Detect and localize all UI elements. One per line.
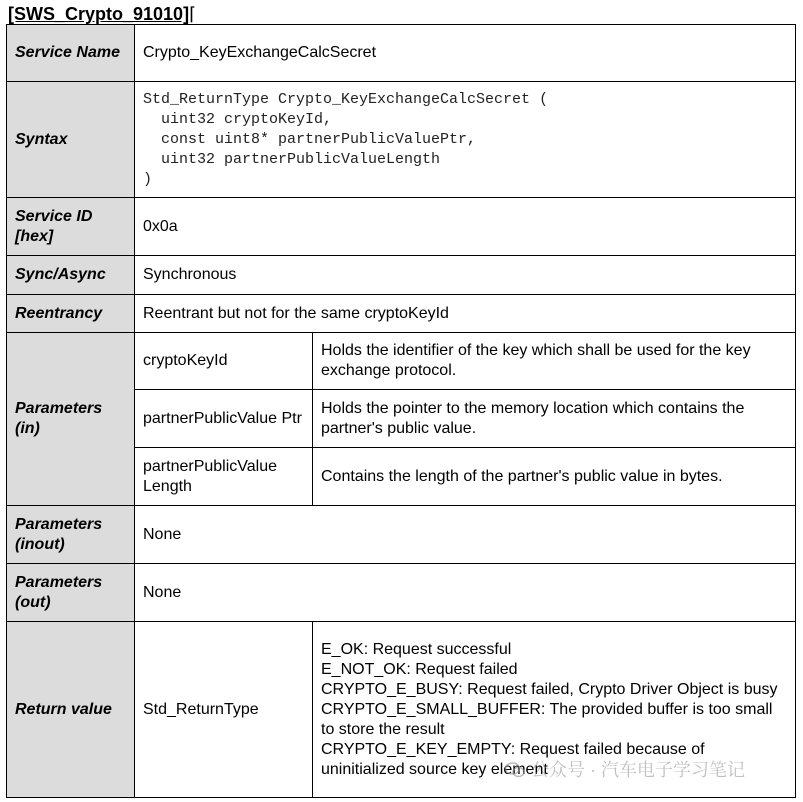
syntax-line: uint32 partnerPublicValueLength: [143, 150, 441, 168]
syntax-line: const uint8* partnerPublicValuePtr,: [143, 130, 477, 148]
param-description: Holds the pointer to the memory location which contains the partner's public value.: [313, 390, 796, 448]
row-service-id: [7, 198, 796, 256]
return-code: E_NOT_OK: Request failed: [321, 660, 518, 678]
value-sync-async: Synchronous: [135, 256, 796, 295]
row-parameters-out: [7, 564, 796, 622]
label-service-name: Service Name: [7, 25, 135, 82]
row-service-name: [7, 25, 796, 82]
label-reentrancy: Reentrancy: [7, 295, 135, 333]
label-syntax: Syntax: [7, 82, 135, 198]
param-description: Holds the identifier of the key which shall be used for the key exchange protocol.: [313, 333, 796, 390]
label-service-id: Service ID [hex]: [7, 198, 135, 256]
api-spec-table: [6, 24, 796, 798]
value-reentrancy: Reentrant but not for the same cryptoKeyId: [135, 295, 796, 333]
value-syntax: [135, 82, 796, 198]
value-parameters-inout: None: [135, 506, 796, 564]
return-code: CRYPTO_E_BUSY: Request failed, Crypto Driver Object is busy: [321, 680, 778, 698]
value-service-name: Crypto_KeyExchangeCalcSecret: [135, 25, 796, 82]
syntax-line: uint32 cryptoKeyId,: [143, 110, 333, 128]
return-type: Std_ReturnType: [135, 622, 313, 798]
return-code: CRYPTO_E_KEY_EMPTY: Request failed because of uninitialized source key element: [321, 740, 705, 778]
label-sync-async: Sync/Async: [7, 256, 135, 295]
row-sync-async: [7, 256, 796, 295]
label-parameters-inout: Parameters (inout): [7, 506, 135, 564]
return-codes: [313, 622, 796, 798]
label-parameters-in: Parameters (in): [7, 333, 135, 506]
value-service-id: 0x0a: [135, 198, 796, 256]
param-name: partnerPublicValue Length: [135, 448, 313, 506]
param-name: cryptoKeyId: [135, 333, 313, 390]
syntax-line: ): [143, 170, 153, 188]
label-return-value: Return value: [7, 622, 135, 798]
row-syntax: [7, 82, 796, 198]
requirement-id-text: [SWS_Crypto_91010]: [8, 4, 190, 24]
open-bracket: ⌈: [189, 4, 197, 24]
row-return-value: [7, 622, 796, 798]
requirement-id: [8, 2, 196, 26]
row-parameters-inout: [7, 506, 796, 564]
param-name: partnerPublicValue Ptr: [135, 390, 313, 448]
param-description: Contains the length of the partner's public value in bytes.: [313, 448, 796, 506]
row-param-in-1: [7, 333, 796, 390]
syntax-line: Std_ReturnType Crypto_KeyExchangeCalcSecret (: [143, 90, 549, 108]
return-code: CRYPTO_E_SMALL_BUFFER: The provided buffer is too small to store the result: [321, 700, 773, 738]
label-parameters-out: Parameters (out): [7, 564, 135, 622]
row-reentrancy: [7, 295, 796, 333]
return-code: E_OK: Request successful: [321, 640, 512, 658]
watermark-text: 公众号 · 汽车电子学习笔记: [531, 760, 745, 780]
value-parameters-out: None: [135, 564, 796, 622]
